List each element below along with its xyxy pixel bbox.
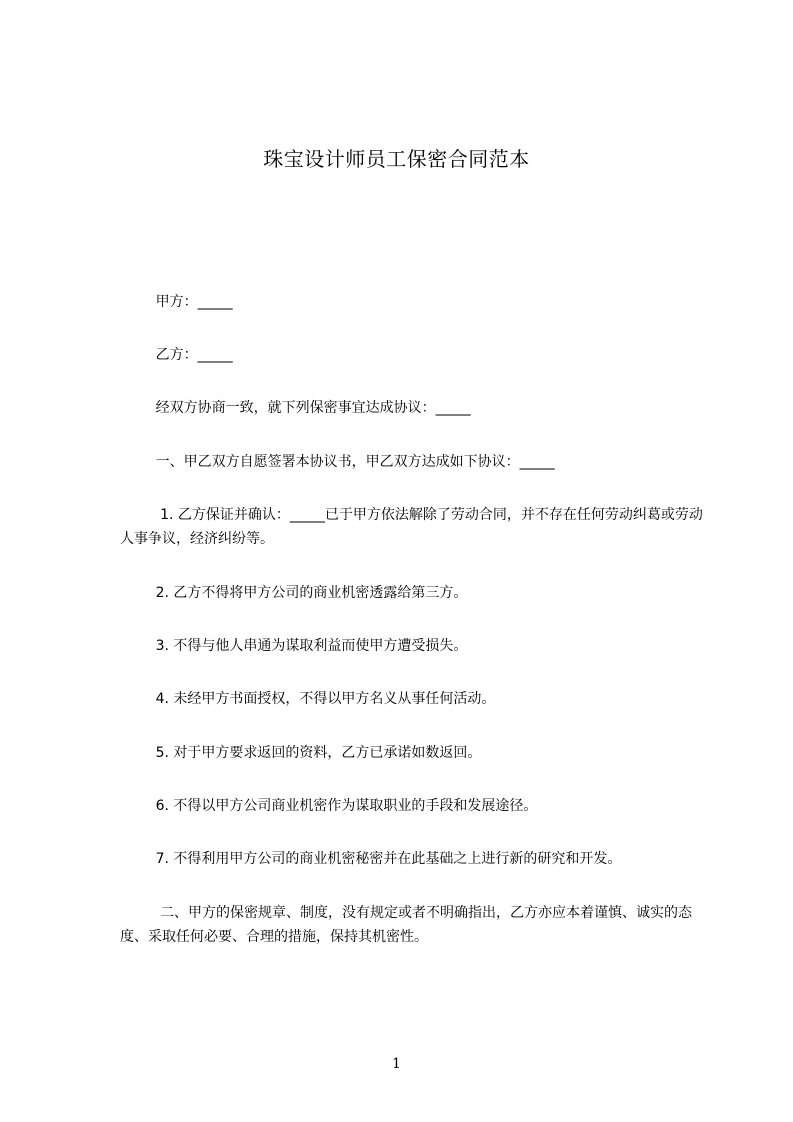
clause-2: 2. 乙方不得将甲方公司的商业机密透露给第三方。 (120, 585, 468, 601)
party-a-line: 甲方：_____ (120, 294, 233, 310)
clause-7: 7. 不得利用甲方公司的商业机密秘密并在此基础之上进行新的研究和开发。 (120, 851, 622, 867)
clause-4: 4. 未经甲方书面授权，不得以甲方名义从事任何活动。 (120, 691, 496, 707)
agreement-intro: 经双方协商一致，就下列保密事宜达成协议：_____ (120, 400, 471, 416)
section-two-paragraph: 二、甲方的保密规章、制度，没有规定或者不明确指出，乙方亦应本着谨慎、诚实的态度、采取任何必要、合理的措施，保持其机密性。 (120, 905, 693, 945)
document-title: 珠宝设计师员工保密合同范本 (263, 147, 530, 171)
clause-6: 6. 不得以甲方公司商业机密作为谋取职业的手段和发展途径。 (120, 798, 538, 814)
party-b-line: 乙方：_____ (120, 347, 233, 363)
clause-5: 5. 对于甲方要求返回的资料，乙方已承诺如数返回。 (120, 745, 482, 761)
section-one-heading: 一、甲乙双方自愿签署本协议书，甲乙双方达成如下协议：_____ (120, 454, 555, 470)
clause-3: 3. 不得与他人串通为谋取利益而使甲方遭受损失。 (120, 638, 468, 654)
page-number: 1 (392, 1056, 401, 1072)
clause-1: 1. 乙方保证并确认：_____已于甲方依法解除了劳动合同，并不存在任何劳动纠葛或劳动人事争议，经济纠纷等。 (120, 507, 703, 547)
